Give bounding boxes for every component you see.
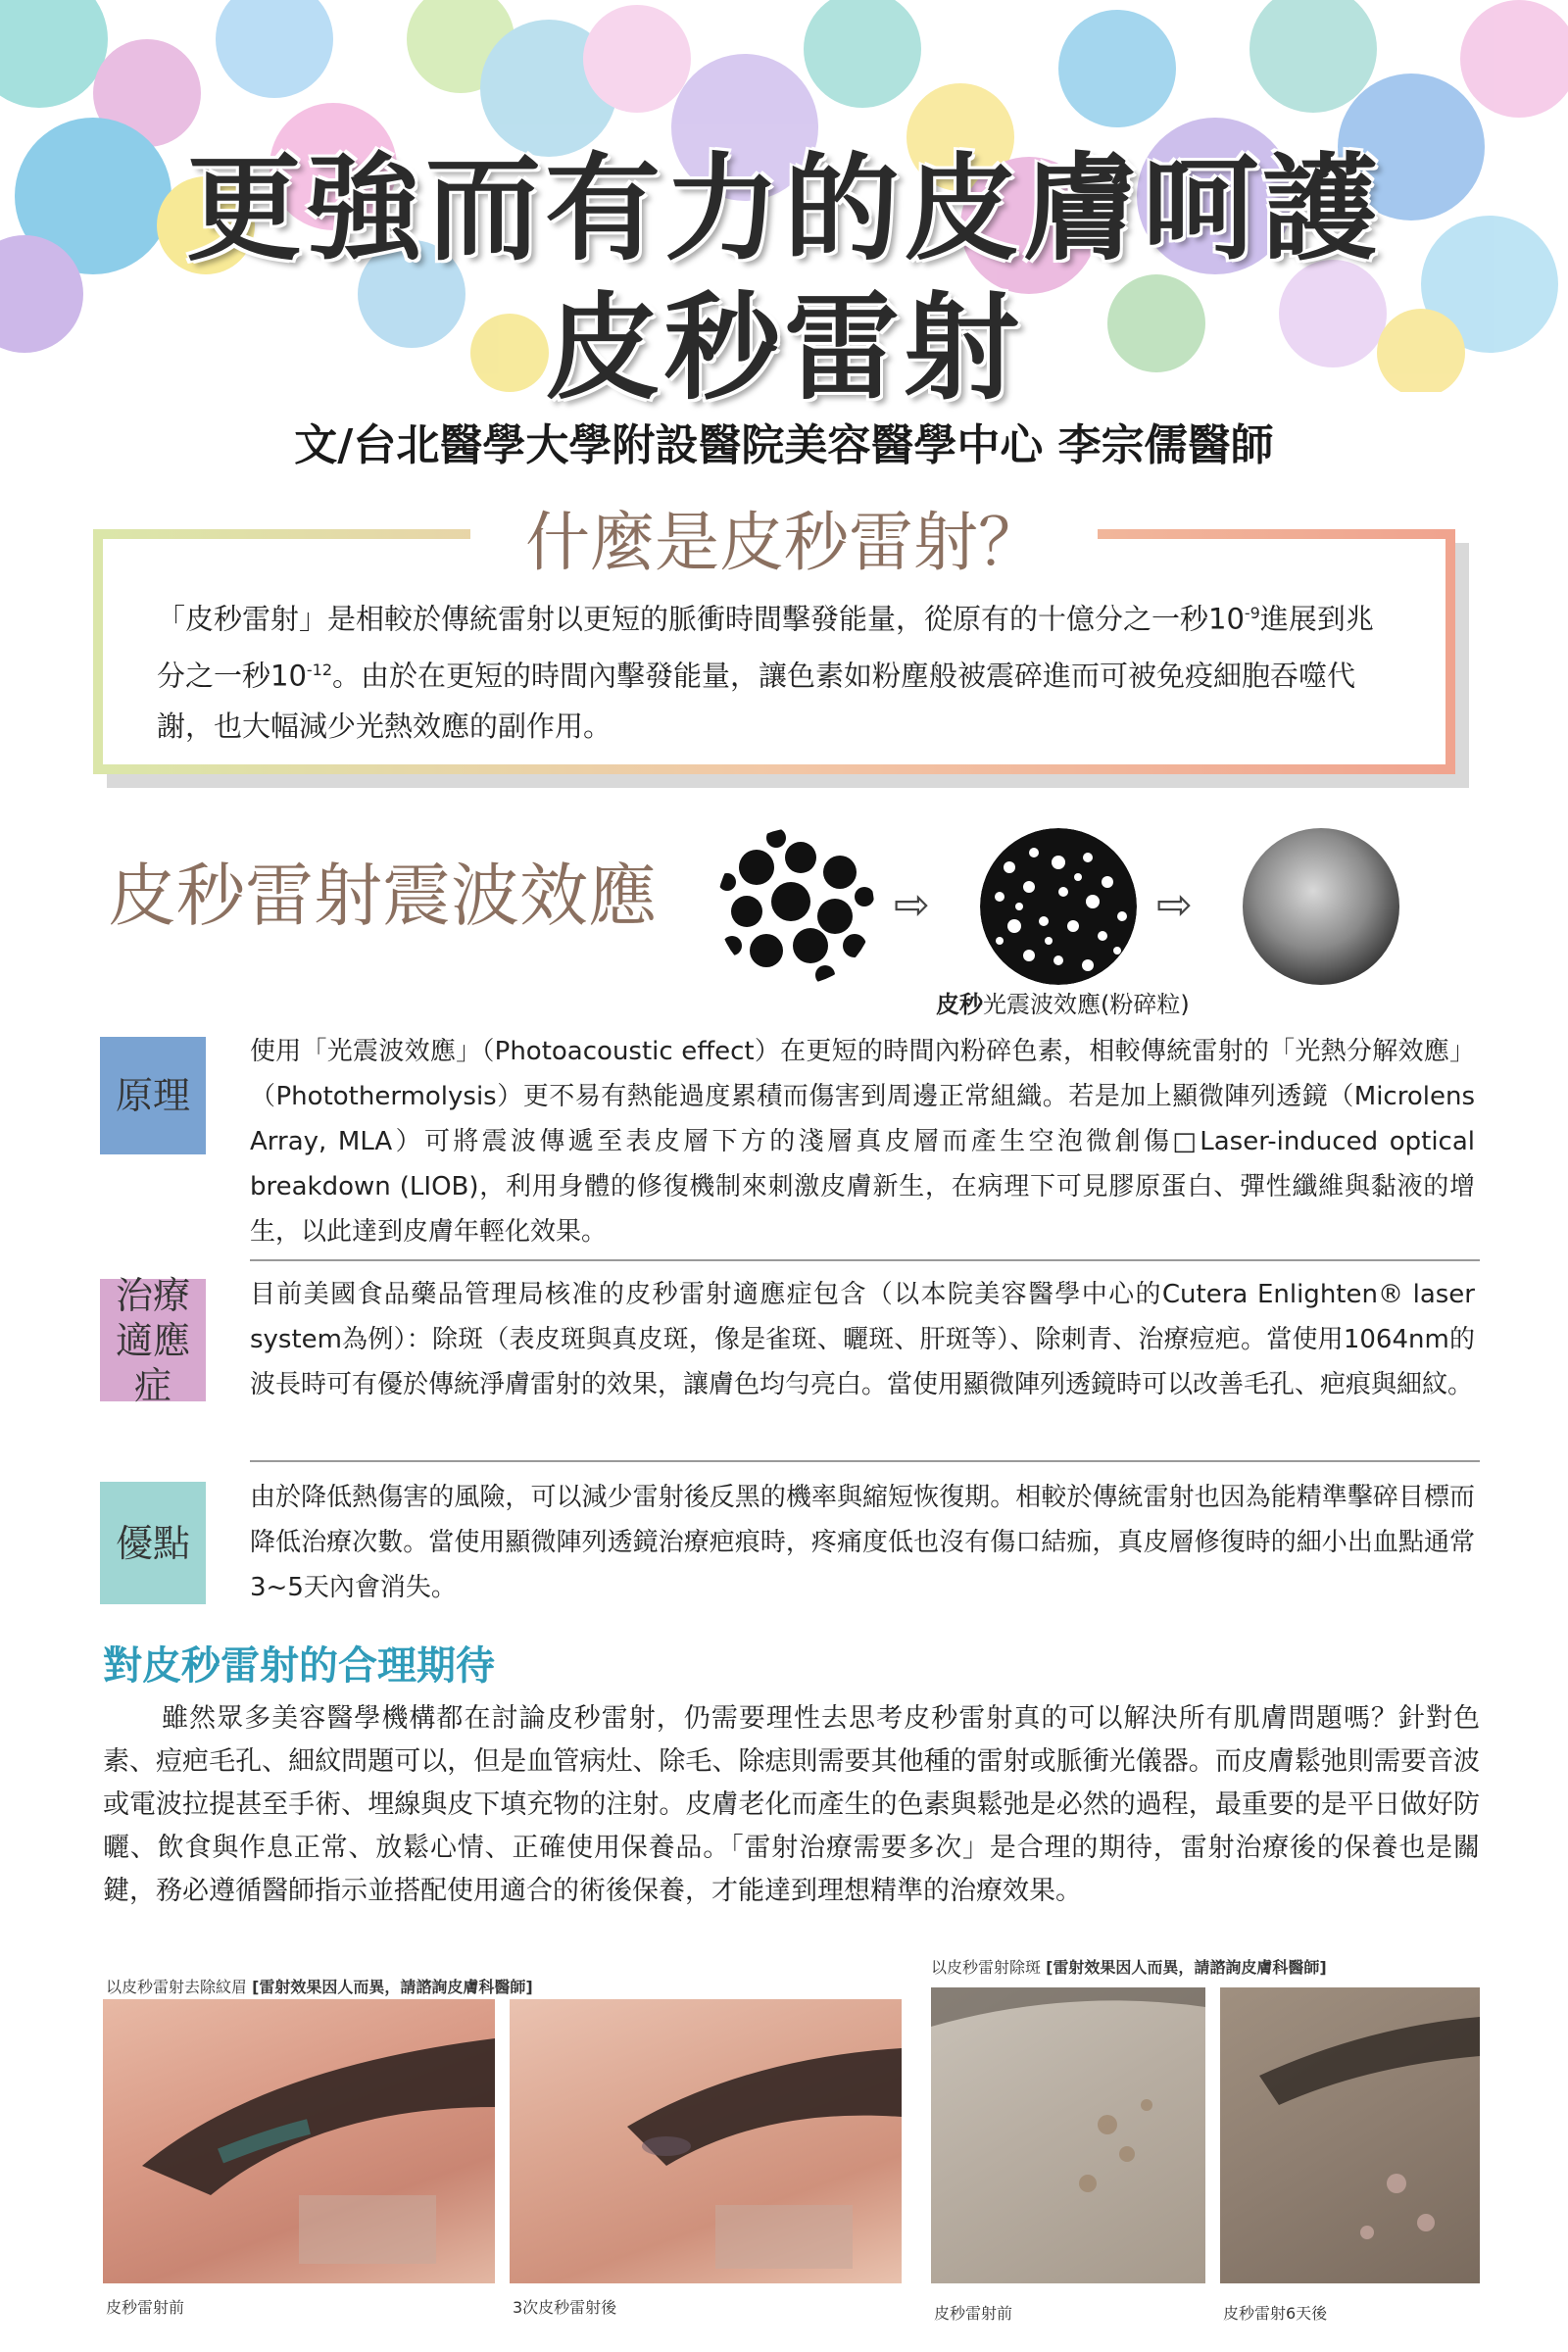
- title-line-1: 更強而有力的皮膚呵護: [185, 141, 1382, 276]
- section-text-advantages: 由於降低熱傷害的風險，可以減少雷射後反黑的機率與縮短恢復期。相較於傳統雷射也因為能精準擊碎目標而降低治療次數。當使用顯微陣列透鏡治療疤痕時，疼痛度低也沒有傷口結痂，真皮層修復時的細小出血點通常3~5天內會消失。: [250, 1483, 1475, 1602]
- photo-caption: 皮秒雷射前: [106, 2298, 185, 2317]
- arrow-icon: ⇨: [894, 880, 930, 930]
- particle-medium-circle: [980, 828, 1137, 985]
- section-text-principle: 使用「光震波效應」（Photoacoustic effect）在更短的時間內粉碎色素，相較傳統雷射的「光熱分解效應」（Photothermolysis）更不易有熱能過度累積而傷害到周邊正常組織。若是加上顯微陣列透鏡（Microlens Array, MLA）可將震波傳遞至表皮層下方的淺層真皮層而產生空泡微創傷□Laser-induced optical breakdown (LIOB)，利用身體的修復機制來刺激皮膚新生，在病理下可見膠原蛋白、彈性纖維與黏液的增生，以此達到皮膚年輕化效果。: [250, 1037, 1475, 1247]
- photo-caption: 皮秒雷射6天後: [1223, 2304, 1328, 2323]
- arrow-icon: ⇨: [1156, 880, 1193, 930]
- section-label-indications: 治療 適應症: [100, 1279, 206, 1401]
- photo-header-left: 以皮秒雷射去除紋眉 [雷射效果因人而異，請諮詢皮膚科醫師]: [106, 1978, 533, 1996]
- particle-large-circle: [717, 828, 874, 985]
- what-is-title: 什麼是皮秒雷射？: [470, 490, 1098, 583]
- section-divider: [250, 1259, 1480, 1261]
- expectation-title: 對皮秒雷射的合理期待: [103, 1643, 495, 1689]
- particle-dust-circle: [1243, 828, 1399, 985]
- photo-caption: 3次皮秒雷射後: [513, 2298, 617, 2317]
- shockwave-title: 皮秒雷射震波效應: [108, 856, 657, 936]
- eyebrow-before-photo: [103, 1999, 495, 2283]
- photo-header-right: 以皮秒雷射除斑 [雷射效果因人而異，請諮詢皮膚科醫師]: [931, 1958, 1327, 1977]
- section-label-principle: 原理: [100, 1037, 206, 1154]
- spots-before-photo: [931, 1987, 1205, 2283]
- section-text-indications: 目前美國食品藥品管理局核准的皮秒雷射適應症包含（以本院美容醫學中心的Cutera Enlighten® laser system為例）：除斑（表皮斑與真皮斑，像是雀斑、曬斑、肝斑等）、除刺青、治療痘疤。當使用1064nm的波長時可有優於傳統淨膚雷射的效果，讓膚色均勻亮白。當使用顯微陣列透鏡時可以改善毛孔、疤痕與細紋。: [250, 1280, 1475, 1399]
- section-label-advantages: 優點: [100, 1482, 206, 1604]
- what-is-text: 「皮秒雷射」是相較於傳統雷射以更短的脈衝時間擊發能量，從原有的十億分之一秒$10^{-9}$進展到兆分之一秒$10^{-12}$。由於在更短的時間內擊發能量，讓色素如粉塵般被震碎進而可被免疫細胞吞噬代謝，也大幅減少光熱效應的副作用。: [157, 602, 1374, 744]
- title-line-2: 皮秒雷射: [544, 280, 1023, 416]
- eyebrow-after-photo: [510, 1999, 902, 2283]
- spots-after-photo: [1220, 1987, 1480, 2283]
- photo-caption: 皮秒雷射前: [934, 2304, 1013, 2323]
- author-byline: 文/台北醫學大學附設醫院美容醫學中心 李宗儒醫師: [294, 420, 1274, 470]
- section-divider: [250, 1460, 1480, 1462]
- expectation-text: 雖然眾多美容醫學機構都在討論皮秒雷射，仍需要理性去思考皮秒雷射真的可以解決所有肌膚問題嗎？針對色素、痘疤毛孔、細紋問題可以，但是血管病灶、除毛、除痣則需要其他種的雷射或脈衝光儀器。而皮膚鬆弛則需要音波或電波拉提甚至手術、埋線與皮下填充物的注射。皮膚老化而產生的色素與鬆弛是必然的過程，最重要的是平日做好防曬、飲食與作息正常、放鬆心情、正確使用保養品。「雷射治療需要多次」是合理的期待，雷射治療後的保養也是關鍵，務必遵循醫師指示並搭配使用適合的術後保養，才能達到理想精準的治療效果。: [103, 1703, 1480, 1906]
- shockwave-caption: 皮秒光震波效應(粉碎粒): [936, 991, 1190, 1018]
